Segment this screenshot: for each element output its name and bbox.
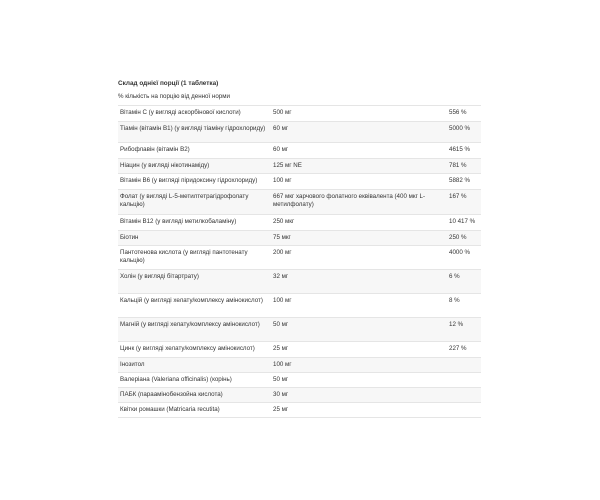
ingredient-daily-value: [447, 403, 481, 418]
ingredient-daily-value: [447, 373, 481, 388]
table-row: [118, 358, 481, 373]
ingredient-amount: 60 мг: [271, 122, 447, 143]
ingredient-daily-value: [447, 388, 481, 403]
ingredient-amount: 100 мг: [271, 294, 447, 318]
ingredient-daily-value: 167 %: [447, 190, 481, 215]
table-row: [118, 342, 481, 358]
table-row: [118, 143, 481, 159]
ingredient-amount: 32 мг: [271, 270, 447, 294]
ingredient-amount: 250 мкг: [271, 215, 447, 231]
ingredient-daily-value: 250 %: [447, 231, 481, 246]
table-row: [118, 318, 481, 342]
ingredient-name: Інозитол: [118, 358, 271, 373]
ingredient-amount: 125 мг NE: [271, 159, 447, 174]
ingredient-daily-value: 5882 %: [447, 174, 481, 190]
ingredient-name: Рибофлавін (вітамін B2): [118, 143, 271, 159]
facts-heading: Склад однієї порції (1 таблетка): [118, 80, 219, 87]
ingredient-daily-value: 8 %: [447, 294, 481, 318]
ingredient-amount: 75 мкг: [271, 231, 447, 246]
ingredient-amount: 30 мг: [271, 388, 447, 403]
ingredient-daily-value: 6 %: [447, 270, 481, 294]
ingredient-name: Ніацин (у вигляді нікотинаміду): [118, 159, 271, 174]
table-row: [118, 388, 481, 403]
table-row: [118, 246, 481, 270]
ingredient-name: Вітамін B6 (у вигляді піридоксину гідрохлориду): [118, 174, 271, 190]
ingredient-name: Тіамін (вітамін B1) (у вигляді тіаміну гідрохлориду): [118, 122, 271, 143]
ingredient-amount: 60 мг: [271, 143, 447, 159]
ingredient-amount: 200 мг: [271, 246, 447, 270]
facts-table: [118, 105, 481, 418]
ingredient-name: Цинк (у вигляді хелату/комплексу амінокислот): [118, 342, 271, 358]
ingredient-name: Вітамін С (у вигляді аскорбінової кислоти): [118, 106, 271, 122]
table-row: [118, 403, 481, 418]
ingredient-amount: 100 мг: [271, 358, 447, 373]
ingredient-name: Фолат (у вигляді L-5-метилтетрагідрофолату кальцію): [118, 190, 271, 215]
table-row: [118, 159, 481, 174]
ingredient-daily-value: [447, 358, 481, 373]
table-row: [118, 231, 481, 246]
ingredient-name: Квітки ромашки (Matricaria recutita): [118, 403, 271, 418]
ingredient-daily-value: 4000 %: [447, 246, 481, 270]
ingredient-daily-value: 4615 %: [447, 143, 481, 159]
ingredient-daily-value: 556 %: [447, 106, 481, 122]
ingredient-name: Холін (у вигляді бітартрату): [118, 270, 271, 294]
ingredient-name: Магній (у вигляді хелату/комплексу амінокислот): [118, 318, 271, 342]
ingredient-name: Кальцій (у вигляді хелату/комплексу амінокислот): [118, 294, 271, 318]
table-row: [118, 270, 481, 294]
ingredient-name: Вітамін B12 (у вигляді метилкобаламіну): [118, 215, 271, 231]
table-row: [118, 174, 481, 190]
ingredient-amount: 25 мг: [271, 403, 447, 418]
ingredient-daily-value: 5000 %: [447, 122, 481, 143]
table-row: [118, 122, 481, 143]
ingredient-amount: 500 мг: [271, 106, 447, 122]
table-row: [118, 215, 481, 231]
table-row: [118, 373, 481, 388]
ingredient-name: Пантотенова кислота (у вигляді пантотенату кальцію): [118, 246, 271, 270]
table-row: [118, 106, 481, 122]
facts-subheading: % кількість на порцію від денної норми: [118, 93, 230, 100]
ingredient-name: Біотин: [118, 231, 271, 246]
ingredient-name: Валеріана (Valeriana officinalis) (корінь): [118, 373, 271, 388]
ingredient-daily-value: 12 %: [447, 318, 481, 342]
supplement-facts: [118, 78, 481, 418]
table-row: [118, 190, 481, 215]
ingredient-amount: 667 мкг харчового фолатного еквівалента (400 мкг L-метилфолату): [271, 190, 447, 215]
ingredient-amount: 100 мг: [271, 174, 447, 190]
table-row: [118, 294, 481, 318]
ingredient-daily-value: 10 417 %: [447, 215, 481, 231]
ingredient-amount: 25 мг: [271, 342, 447, 358]
ingredient-amount: 50 мг: [271, 318, 447, 342]
ingredient-daily-value: 781 %: [447, 159, 481, 174]
ingredient-daily-value: 227 %: [447, 342, 481, 358]
ingredient-name: ПАБК (параамінобензойна кислота): [118, 388, 271, 403]
ingredient-amount: 50 мг: [271, 373, 447, 388]
